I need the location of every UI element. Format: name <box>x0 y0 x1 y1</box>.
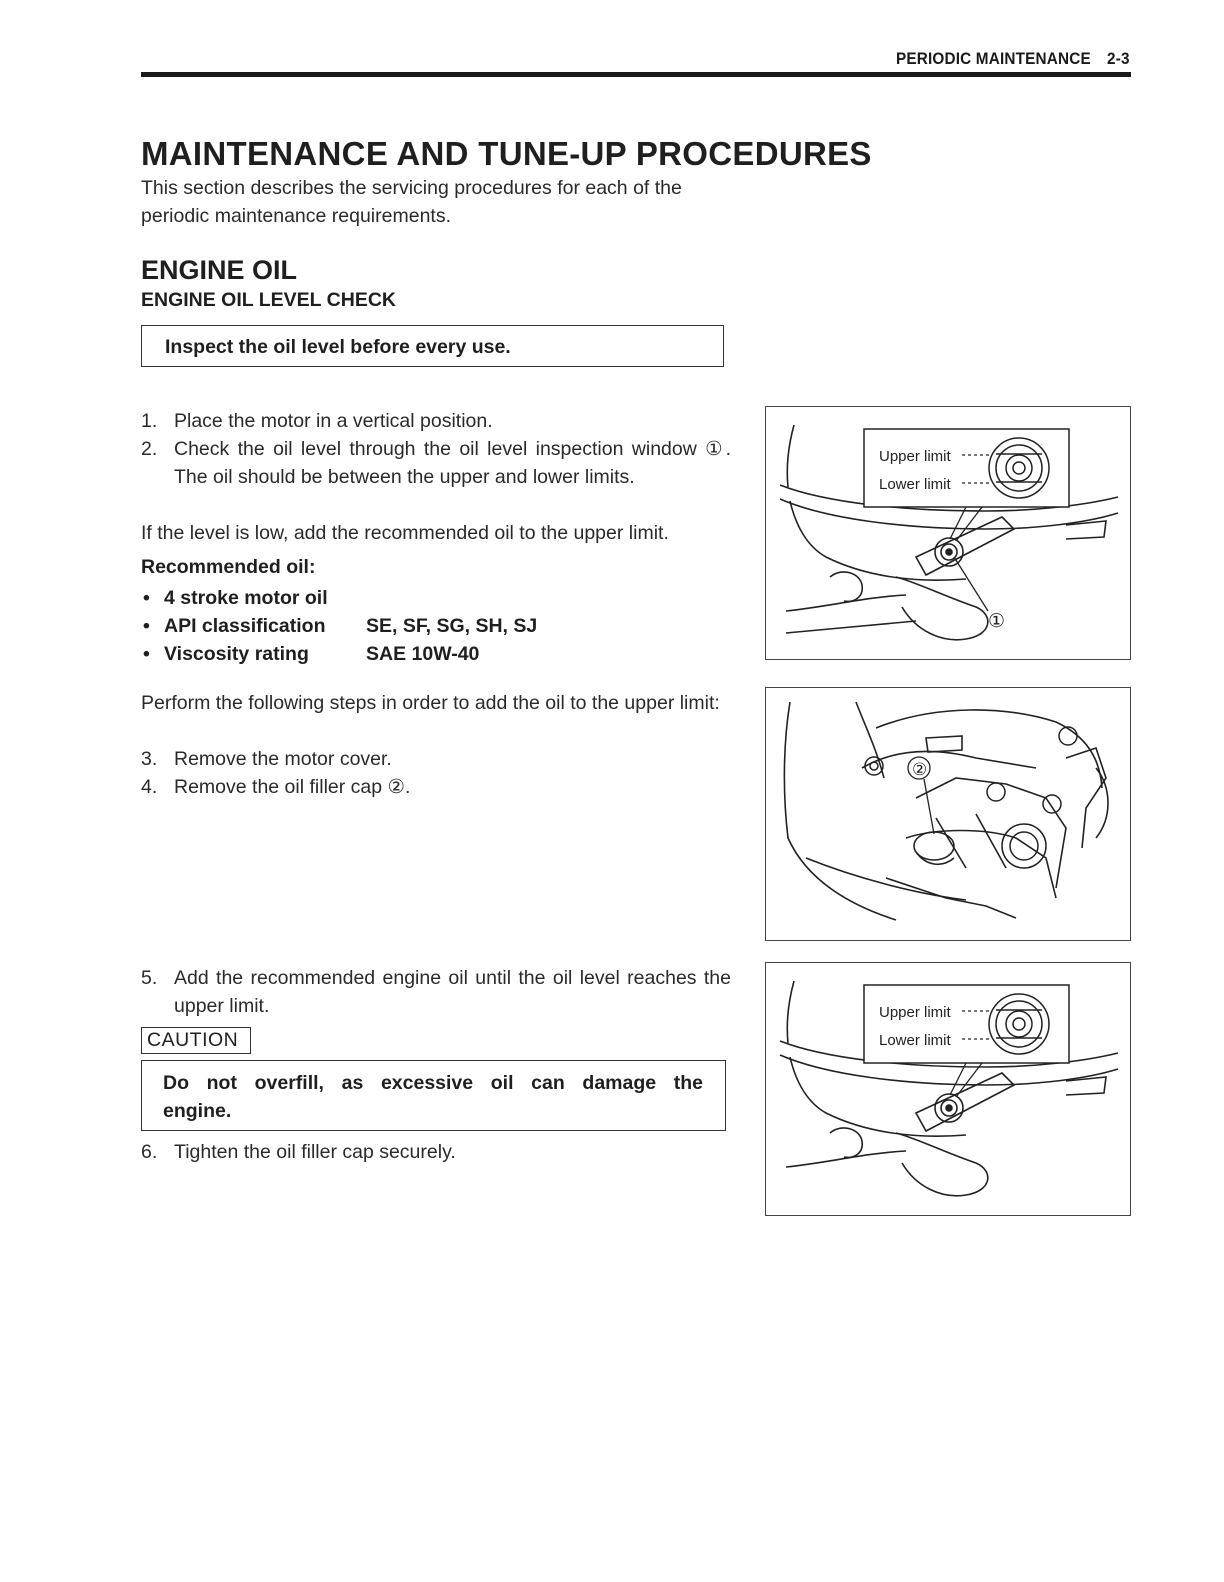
upper-limit-label: Upper limit <box>879 1004 951 1021</box>
step-text: Check the oil level through the oil level inspection window ①. The oil should be between the upper and lower limits. <box>174 438 731 488</box>
list-item <box>141 407 731 435</box>
figure-oil-level-filled <box>765 962 1131 1216</box>
steps-list-a <box>141 407 731 491</box>
figure-oil-level-window <box>765 406 1131 660</box>
caution-text: Do not overfill, as excessive oil can damage the engine. <box>163 1072 703 1122</box>
caution-label: CAUTION <box>141 1027 251 1054</box>
header-rule <box>141 72 1131 77</box>
caution-box <box>141 1060 726 1131</box>
subsection-heading: ENGINE OIL LEVEL CHECK <box>141 289 396 311</box>
spec-value: SAE 10W-40 <box>366 643 480 665</box>
detail-inset <box>864 429 1069 507</box>
step-text: Remove the oil filler cap ②. <box>174 776 411 798</box>
section-heading: ENGINE OIL <box>141 255 298 285</box>
lower-limit-label: Lower limit <box>879 1032 951 1049</box>
bullet: • <box>143 643 150 665</box>
list-item <box>141 745 731 773</box>
steps-list-b <box>141 745 731 801</box>
spec-value: SE, SF, SG, SH, SJ <box>366 615 538 637</box>
steps-list-d <box>141 1138 731 1166</box>
page-title: MAINTENANCE AND TUNE-UP PROCEDURES <box>141 135 872 172</box>
detail-inset <box>864 985 1069 1063</box>
step-number: 1. <box>141 410 158 432</box>
step-number: 4. <box>141 776 158 798</box>
step-text: Remove the motor cover. <box>174 748 392 770</box>
filler-cap-illustration <box>766 688 1131 941</box>
step-number: 2. <box>141 438 158 460</box>
step-number: 5. <box>141 967 158 989</box>
oil-level-filled-illustration <box>766 963 1131 1216</box>
filler-cap <box>914 832 954 864</box>
spec-label: Viscosity rating <box>164 643 309 665</box>
list-item <box>141 435 731 491</box>
low-level-note: If the level is low, add the recommended oil to the upper limit. <box>141 522 669 544</box>
step-number: 3. <box>141 748 158 770</box>
header-page-number: 2-3 <box>1107 49 1130 68</box>
callout-1: ① <box>988 611 1006 632</box>
list-item <box>141 773 731 801</box>
bullet: • <box>143 615 150 637</box>
bullet: • <box>143 587 150 609</box>
intro-paragraph: This section describes the servicing procedures for each of the periodic maintenance requirements. <box>141 177 682 227</box>
notice-box <box>141 325 724 367</box>
list-item <box>141 964 731 1020</box>
step-text: Add the recommended engine oil until the oil level reaches the upper limit. <box>174 967 731 1017</box>
upper-limit-label: Upper limit <box>879 448 951 465</box>
step-text: Place the motor in a vertical position. <box>174 410 493 432</box>
recommended-oil-title: Recommended oil: <box>141 556 316 578</box>
spec-label: 4 stroke motor oil <box>164 587 328 609</box>
figure-oil-filler-cap <box>765 687 1131 941</box>
list-item <box>141 1138 731 1166</box>
callout-2: ② <box>912 760 928 779</box>
step-number: 6. <box>141 1141 158 1163</box>
step-text: Tighten the oil filler cap securely. <box>174 1141 456 1163</box>
header-section: PERIODIC MAINTENANCE <box>896 49 1092 68</box>
perform-note: Perform the following steps in order to add the oil to the upper limit: <box>141 692 720 714</box>
notice-text: Inspect the oil level before every use. <box>165 336 511 358</box>
lower-limit-label: Lower limit <box>879 476 951 493</box>
spec-label: API classification <box>164 615 326 637</box>
running-header <box>896 49 1130 69</box>
steps-list-c <box>141 964 731 1020</box>
oil-level-illustration <box>766 407 1131 660</box>
